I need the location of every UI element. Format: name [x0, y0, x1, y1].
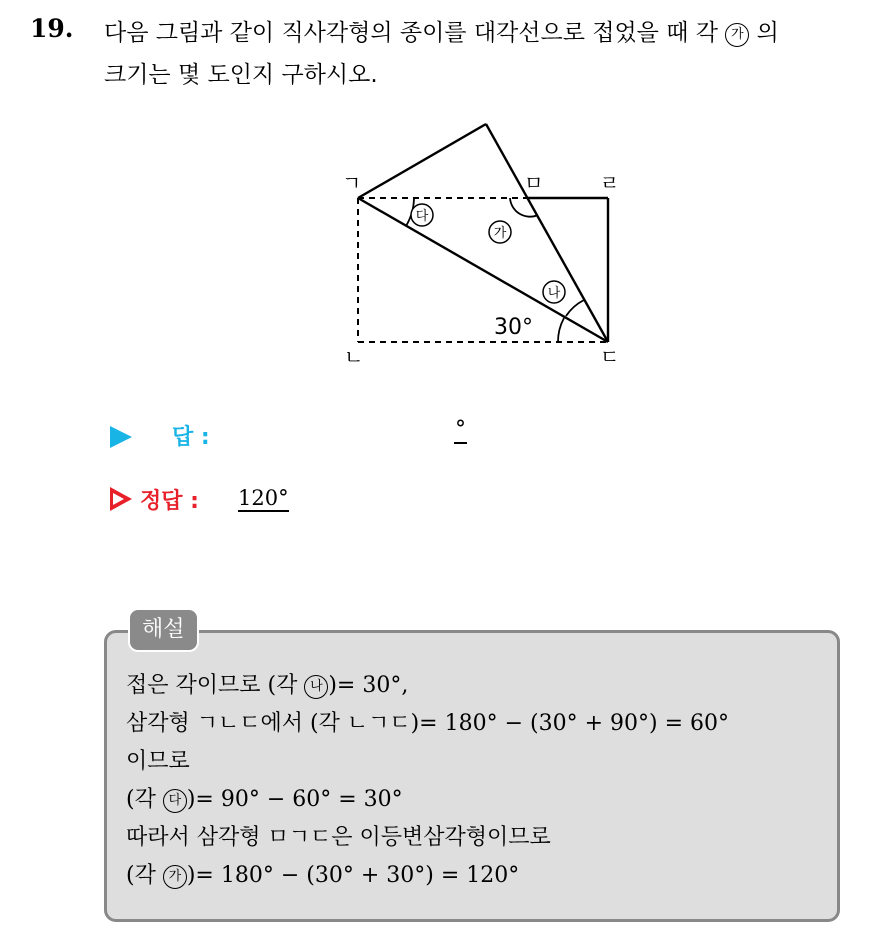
angle-30-label: 30°	[494, 315, 533, 340]
angle-ga-symbol-2: 가	[163, 865, 187, 889]
explanation-line2: 삼각형 ㄱㄴㄷ에서 (각 ㄴㄱㄷ)= 180° − (30° + 90°) = 60°	[126, 711, 729, 736]
angle-da-symbol: 다	[163, 789, 187, 813]
solution-number: 120	[238, 486, 279, 510]
vertex-g-label: ㄱ	[342, 171, 362, 195]
vertex-r-label: ㄹ	[600, 171, 620, 195]
explanation-line4	[126, 782, 403, 813]
explanation-line1	[126, 668, 408, 699]
question-text-1: 다음 그림과 같이 직사각형의 종이를 대각선으로 접었을 때 각	[104, 20, 718, 46]
angle-na-arc	[566, 300, 584, 316]
angle-ga-label: 가	[493, 226, 507, 241]
angle-na-label: 나	[547, 286, 561, 301]
answer-row	[110, 418, 510, 458]
exp-l6b: )= 180° − (30° + 30°) = 120°	[186, 863, 520, 888]
explanation-line6	[126, 858, 519, 889]
exp-l6a: (각	[126, 863, 156, 888]
angle-30-arc	[558, 318, 564, 342]
exp-l1b: )= 30°,	[328, 673, 409, 698]
answer-arrow-icon	[110, 426, 132, 448]
solution-unit: °	[278, 486, 289, 510]
exp-l4a: (각	[126, 787, 156, 812]
explanation-line3: 이므로	[126, 749, 190, 774]
exp-l1a: 접은 각이므로 (각	[126, 673, 298, 698]
diagonal-gd	[358, 198, 608, 342]
angle-ga-symbol: 가	[725, 23, 749, 47]
solution-value	[238, 486, 289, 510]
question-text-1-end: 의	[756, 20, 779, 46]
question-number: 19.	[30, 14, 74, 43]
angle-na-symbol: 나	[304, 675, 328, 699]
angle-da-label: 다	[415, 209, 429, 224]
solution-row	[110, 484, 510, 524]
explanation-line5: 따라서 삼각형 ㅁㄱㄷ은 이등변삼각형이므로	[126, 825, 551, 850]
solution-label: 정답 :	[140, 489, 199, 514]
folded-rectangle-figure	[330, 110, 630, 370]
vertex-m-label: ㅁ	[524, 171, 544, 195]
question-text-line1	[104, 14, 779, 47]
vertex-n-label: ㄴ	[344, 345, 364, 369]
exp-l4b: )= 90° − 60° = 30°	[186, 787, 403, 812]
answer-blank-unit[interactable]: °	[455, 417, 466, 442]
vertex-d-label: ㄷ	[600, 345, 620, 369]
explanation-tag: 해설	[128, 608, 199, 652]
folded-edge-top	[358, 124, 486, 198]
answer-label: 답 :	[172, 425, 210, 450]
question-text-line2: 크기는 몇 도인지 구하시오.	[104, 62, 378, 88]
solution-arrow-icon-inner	[113, 493, 124, 505]
